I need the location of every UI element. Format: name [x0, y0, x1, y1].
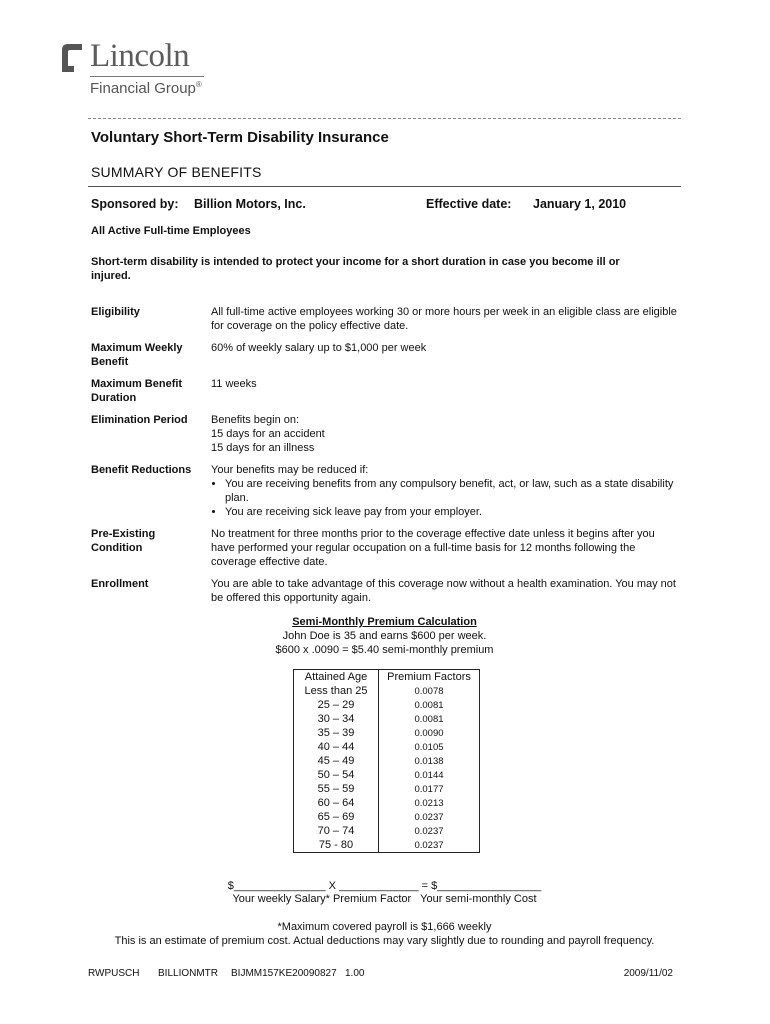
- table-row: [294, 726, 480, 740]
- premium-factor-table: [293, 669, 480, 853]
- age-cell: 65 – 69: [294, 810, 379, 824]
- benefit-reductions-text: [211, 463, 681, 519]
- factor-cell: 0.0105: [379, 740, 480, 754]
- table-row: [294, 782, 480, 796]
- elimination-period-text: [211, 413, 681, 455]
- elimination-line: 15 days for an illness: [211, 442, 315, 454]
- formula-blanks: $_______________ X _____________ = $_________________: [227, 880, 542, 892]
- reductions-intro: Your benefits may be reduced if:: [211, 464, 369, 476]
- estimate-note: This is an estimate of premium cost. Actual deductions may vary slightly due to rounding and payroll frequency.: [114, 935, 655, 947]
- factor-cell: 0.0237: [379, 824, 480, 838]
- document-title: Voluntary Short-Term Disability Insurance: [91, 129, 389, 146]
- premium-calculation: [88, 615, 681, 657]
- elimination-line: Benefits begin on:: [211, 414, 300, 426]
- elimination-line: 15 days for an accident: [211, 428, 325, 440]
- effective-date-value: January 1, 2010: [533, 197, 627, 211]
- sponsored-by-label: Sponsored by:: [91, 197, 179, 211]
- footer-code: RWPUSCH: [88, 968, 140, 979]
- header-attained-age: Attained Age: [294, 670, 379, 685]
- pre-existing-label: Pre-Existing Condition: [91, 528, 156, 554]
- reduction-bullet: • You are receiving sick leave pay from your employer.: [225, 505, 681, 519]
- footer-date: 2009/11/02: [623, 968, 673, 979]
- table-row: [294, 824, 480, 838]
- reduction-bullet: • You are receiving benefits from any compulsory benefit, act, or law, such as a state disability plan.: [225, 477, 681, 505]
- age-cell: 45 – 49: [294, 754, 379, 768]
- logo-divider: [90, 76, 204, 77]
- intro-statement: Short-term disability is intended to protect your income for a short duration in case you become ill or injured.: [91, 256, 620, 282]
- calculation-example: John Doe is 35 and earns $600 per week.: [282, 630, 487, 642]
- eligibility-label: Eligibility: [91, 306, 140, 318]
- footer-code: BIJMM157KE20090827: [231, 968, 337, 979]
- age-cell: 60 – 64: [294, 796, 379, 810]
- calculation-result: $600 x .0090 = $5.40 semi-monthly premium: [275, 644, 494, 656]
- table-row: [294, 754, 480, 768]
- factor-cell: 0.0237: [379, 810, 480, 824]
- max-payroll-note: *Maximum covered payroll is $1,666 weekly: [277, 921, 492, 933]
- age-cell: 25 – 29: [294, 698, 379, 712]
- footer-version: 1.00: [345, 968, 365, 979]
- age-cell: 30 – 34: [294, 712, 379, 726]
- factor-cell: 0.0144: [379, 768, 480, 782]
- top-dashed-divider: [88, 118, 681, 119]
- logo-name: Lincoln: [90, 38, 190, 74]
- heading-divider: [88, 186, 681, 187]
- age-cell: Less than 25: [294, 684, 379, 698]
- registered-mark: ®: [195, 80, 202, 89]
- table-row: [294, 740, 480, 754]
- table-row: [294, 712, 480, 726]
- table-row: [294, 768, 480, 782]
- reductions-list: [211, 477, 681, 519]
- table-row: [294, 838, 480, 853]
- sponsor-name: Billion Motors, Inc.: [194, 197, 306, 211]
- enrollment-label: Enrollment: [91, 578, 149, 590]
- summary-heading: SUMMARY OF BENEFITS: [91, 164, 262, 180]
- logo-group: [90, 80, 202, 97]
- age-cell: 75 - 80: [294, 838, 379, 853]
- lincoln-logo: [60, 40, 230, 100]
- eligible-class: All Active Full-time Employees: [91, 225, 251, 237]
- max-weekly-benefit-text: 60% of weekly salary up to $1,000 per week: [211, 342, 427, 354]
- elimination-period-label: Elimination Period: [91, 414, 188, 426]
- age-cell: 50 – 54: [294, 768, 379, 782]
- factor-cell: 0.0078: [379, 684, 480, 698]
- table-header-row: [294, 670, 480, 685]
- max-benefit-duration-label: Maximum Benefit Duration: [91, 378, 183, 404]
- max-benefit-duration-text: 11 weeks: [211, 378, 257, 390]
- calculation-title: Semi-Monthly Premium Calculation: [292, 616, 477, 628]
- footer-code: BILLIONMTR: [158, 968, 219, 979]
- effective-date-label: Effective date:: [426, 197, 512, 211]
- factor-cell: 0.0090: [379, 726, 480, 740]
- logo-group-text: Financial Group: [90, 80, 196, 97]
- factor-cell: 0.0138: [379, 754, 480, 768]
- table-row: [294, 810, 480, 824]
- formula-labels: Your weekly Salary* Premium Factor Your semi-monthly Cost: [232, 893, 537, 905]
- table-row: [294, 796, 480, 810]
- factor-cell: 0.0177: [379, 782, 480, 796]
- table-row: [294, 684, 480, 698]
- factor-cell: 0.0081: [379, 712, 480, 726]
- eligibility-text: All full-time active employees working 30 or more hours per week in an eligible class are eligible for coverage on the policy effective date.: [211, 306, 677, 332]
- factor-cell: 0.0237: [379, 838, 480, 853]
- age-cell: 35 – 39: [294, 726, 379, 740]
- age-cell: 40 – 44: [294, 740, 379, 754]
- max-weekly-benefit-label: Maximum Weekly Benefit: [91, 342, 183, 368]
- pre-existing-text: No treatment for three months prior to the coverage effective date unless it begins after you have performed your regular occupation on a full-time basis for 12 months following the coverage effective date.: [211, 528, 655, 568]
- table-row: [294, 698, 480, 712]
- enrollment-text: You are able to take advantage of this coverage now without a health examination. You may not be offered this opportunity again.: [211, 578, 676, 604]
- age-cell: 55 – 59: [294, 782, 379, 796]
- age-cell: 70 – 74: [294, 824, 379, 838]
- factor-cell: 0.0213: [379, 796, 480, 810]
- header-premium-factors: Premium Factors: [379, 670, 480, 685]
- factor-cell: 0.0081: [379, 698, 480, 712]
- lincoln-emblem-icon: [60, 42, 86, 74]
- benefit-reductions-label: Benefit Reductions: [91, 464, 192, 476]
